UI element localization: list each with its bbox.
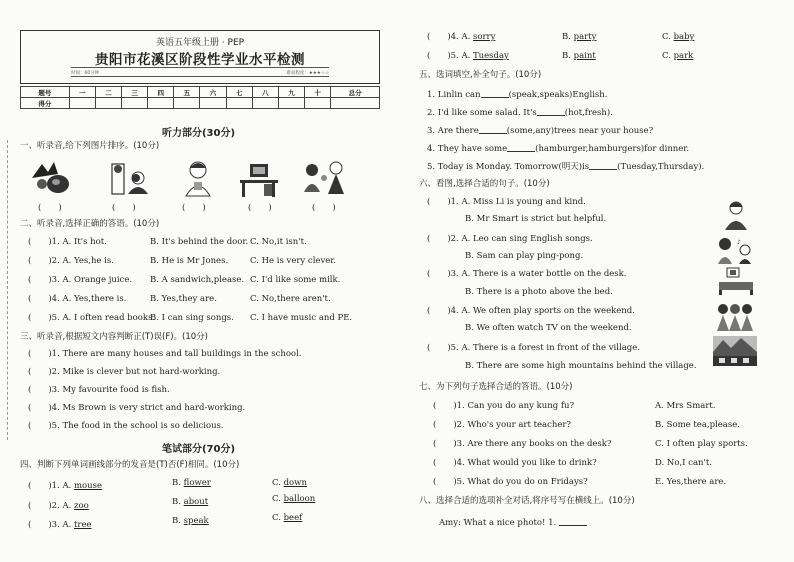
score-cell: 三: [122, 87, 148, 98]
girl-portrait-picture: [178, 158, 218, 198]
burger-food-picture: [28, 158, 76, 196]
score-cell: 题号: [21, 87, 70, 98]
score-input-cell[interactable]: [174, 98, 200, 109]
singing-kids-picture: [715, 234, 755, 264]
dialogue-line: Amy: What a nice photo! 1.: [439, 517, 587, 529]
writing-title: 笔试部分(70分): [161, 444, 236, 455]
picture-question: ( )2. A. Leo can sing English songs.: [427, 234, 593, 244]
section-1-title: 一、听录音,给下列图片排序。(10分): [20, 141, 160, 151]
section-7-title: 七、为下列句子选择合适的答语。(10分): [419, 382, 573, 392]
picture-option-b: B. There is a photo above the bed.: [465, 287, 613, 297]
score-cell: 九: [278, 87, 304, 98]
score-cell: 十: [305, 87, 331, 98]
score-cell: 八: [252, 87, 278, 98]
score-input-cell[interactable]: [331, 98, 380, 109]
tf-question: ( )5. The food in the school is so delicious.: [28, 421, 224, 431]
phonics-option-b: B. party: [562, 32, 597, 42]
score-cell: 二: [95, 87, 121, 98]
fill-question: 5. Today is Monday. Tomorrow(明天)is (Tuesday,Thursday).: [427, 162, 705, 172]
phonics-question: ( )1. A. mouse: [28, 481, 103, 491]
section-4-title: 四、判断下列单词画线部分的发音是(T)否(F)相同。(10分): [20, 460, 240, 470]
answer-bracket[interactable]: ( ): [112, 203, 136, 213]
question-2-1: ( )1. A. It's hot.: [28, 237, 107, 247]
listening-title: 听力部分(30分): [161, 128, 236, 139]
svg-text:♪: ♪: [737, 239, 741, 246]
option-b: B. He is Mr Jones.: [150, 256, 229, 266]
tf-question: ( )3. My favourite food is fish.: [28, 385, 170, 395]
fill-question: 4. They have some (hamburger,hamburgers)for dinner.: [427, 144, 690, 154]
picture-question: ( )1. A. Miss Li is young and kind.: [427, 197, 586, 207]
answer-bracket[interactable]: ( ): [38, 203, 62, 213]
match-question: ( )3. Are there any books on the desk?: [433, 439, 612, 449]
tf-question: ( )4. Ms Brown is very strict and hard-working.: [28, 403, 246, 413]
score-cell: 七: [226, 87, 252, 98]
match-answer: D. No,I can't.: [655, 458, 712, 468]
picture-question: ( )4. A. We often play sports on the weekend.: [427, 306, 635, 316]
phonics-option-b: B. speak: [172, 516, 209, 526]
option-b: B. A sandwich,please.: [150, 275, 245, 285]
phonics-question: ( )5. A. Tuesday: [427, 51, 509, 61]
time-label: 时间：60分钟: [71, 71, 100, 76]
phonics-option-c: C. baby: [662, 32, 695, 42]
right-page: [397, 0, 794, 562]
section-8-title: 八、选择合适的选项补全对话,将序号写在横线上。(10分): [419, 496, 635, 506]
exam-subtitle: 英语五年级上册 · PEP: [155, 38, 245, 48]
picture-option-b: B. We often watch TV on the weekend.: [465, 323, 632, 333]
score-cell: 总分: [331, 87, 380, 98]
option-b: B. It's behind the door.: [150, 237, 249, 247]
phonics-option-c: C. beef: [272, 513, 303, 523]
phonics-option-b: B. paint: [562, 51, 596, 61]
fill-question: 2. I'd like some salad. It's (hot,fresh).: [427, 108, 613, 118]
phonics-option-c: C. down: [272, 478, 307, 488]
section-3-title: 三、听录音,根据短文内容判断正(T)误(F)。(10分): [20, 332, 208, 342]
exam-title: 贵阳市花溪区阶段性学业水平检测: [95, 52, 305, 68]
match-answer: E. Yes,there are.: [655, 477, 727, 487]
score-input-cell[interactable]: [122, 98, 148, 109]
score-cell: 一: [69, 87, 95, 98]
picture-option-b: B. There are some high mountains behind the village.: [465, 361, 697, 371]
exam-header: [20, 30, 380, 84]
tf-question: ( )2. Mike is clever but not hard-working.: [28, 367, 221, 377]
answer-bracket[interactable]: ( ): [182, 203, 206, 213]
phonics-question: ( )3. A. tree: [28, 520, 92, 530]
bedroom-picture: [717, 266, 755, 296]
match-answer: C. I often play sports.: [655, 439, 748, 449]
score-input-cell[interactable]: [226, 98, 252, 109]
answer-blank[interactable]: [479, 125, 507, 134]
phonics-option-b: B. about: [172, 497, 209, 507]
match-question: ( )1. Can you do any kung fu?: [433, 401, 575, 411]
exam-info-line: [71, 67, 329, 77]
option-c: C. I'd like some milk.: [250, 275, 341, 285]
score-input-cell[interactable]: [148, 98, 174, 109]
score-input-cell[interactable]: [69, 98, 95, 109]
picture-option-b: B. Sam can play ping-pong.: [465, 251, 584, 261]
answer-blank[interactable]: [507, 143, 535, 152]
option-c: C. No,there aren't.: [250, 294, 331, 304]
score-input-cell[interactable]: [305, 98, 331, 109]
option-c: C. He is very clever.: [250, 256, 337, 266]
tf-question: ( )1. There are many houses and tall buildings in the school.: [28, 349, 302, 359]
match-answer: A. Mrs Smart.: [655, 401, 716, 411]
option-c: C. I have music and PE.: [250, 313, 353, 323]
binding-line: [7, 140, 8, 440]
fill-question: 1. Linlin can (speak,speaks)English.: [427, 90, 608, 100]
score-input-cell[interactable]: [95, 98, 121, 109]
score-cell: 四: [148, 87, 174, 98]
picture-option-b: B. Mr Smart is strict but helpful.: [465, 214, 607, 224]
option-b: B. I can sing songs.: [150, 313, 234, 323]
phonics-option-c: C. balloon: [272, 494, 316, 504]
section-6-title: 六、看图,选择合适的句子。(10分): [419, 179, 550, 189]
match-question: ( )5. What do you do on Fridays?: [433, 477, 588, 487]
phonics-question: ( )4. A. sorry: [427, 32, 496, 42]
section-2-title: 二、听录音,选择正确的答语。(10分): [20, 219, 160, 229]
score-cell: 六: [200, 87, 226, 98]
question-2-3: ( )3. A. Orange juice.: [28, 275, 133, 285]
question-2-4: ( )4. A. Yes,there is.: [28, 294, 127, 304]
answer-bracket[interactable]: ( ): [248, 203, 272, 213]
option-c: C. No,it isn't.: [250, 237, 307, 247]
kids-playing-picture: [302, 158, 350, 198]
desk-computer-picture: [236, 160, 282, 198]
question-2-2: ( )2. A. Yes,he is.: [28, 256, 114, 266]
picture-question: ( )3. A. There is a water bottle on the desk.: [427, 269, 627, 279]
answer-bracket[interactable]: ( ): [312, 203, 336, 213]
sports-picture: [715, 301, 755, 333]
score-input-cell[interactable]: [252, 98, 278, 109]
fill-question: 3. Are there (some,any)trees near your house?: [427, 126, 654, 136]
option-b: B. Yes,they are.: [150, 294, 217, 304]
score-cell: 得分: [21, 98, 70, 109]
answer-blank[interactable]: [481, 89, 509, 98]
answer-blank[interactable]: [537, 107, 565, 116]
village-mountains-picture: [713, 336, 757, 366]
match-question: ( )4. What would you like to drink?: [433, 458, 597, 468]
answer-blank[interactable]: [559, 517, 587, 526]
picture-question: ( )5. A. There is a forest in front of the village.: [427, 343, 640, 353]
phonics-option-b: B. flower: [172, 478, 211, 488]
teacher-student-picture: [108, 158, 156, 196]
phonics-question: ( )2. A. zoo: [28, 501, 89, 511]
phonics-option-c: C. park: [662, 51, 694, 61]
match-question: ( )2. Who's your art teacher?: [433, 420, 571, 430]
question-2-5: ( )5. A. I often read books.: [28, 313, 156, 323]
difficulty-label: 难易程度：★★★☆☆: [286, 71, 329, 76]
score-input-cell[interactable]: [278, 98, 304, 109]
teacher-picture: [719, 200, 753, 230]
match-answer: B. Some tea,please.: [655, 420, 740, 430]
answer-blank[interactable]: [589, 161, 617, 170]
score-table: [20, 86, 380, 109]
score-input-cell[interactable]: [200, 98, 226, 109]
section-5-title: 五、选词填空,补全句子。(10分): [419, 70, 542, 80]
score-cell: 五: [174, 87, 200, 98]
